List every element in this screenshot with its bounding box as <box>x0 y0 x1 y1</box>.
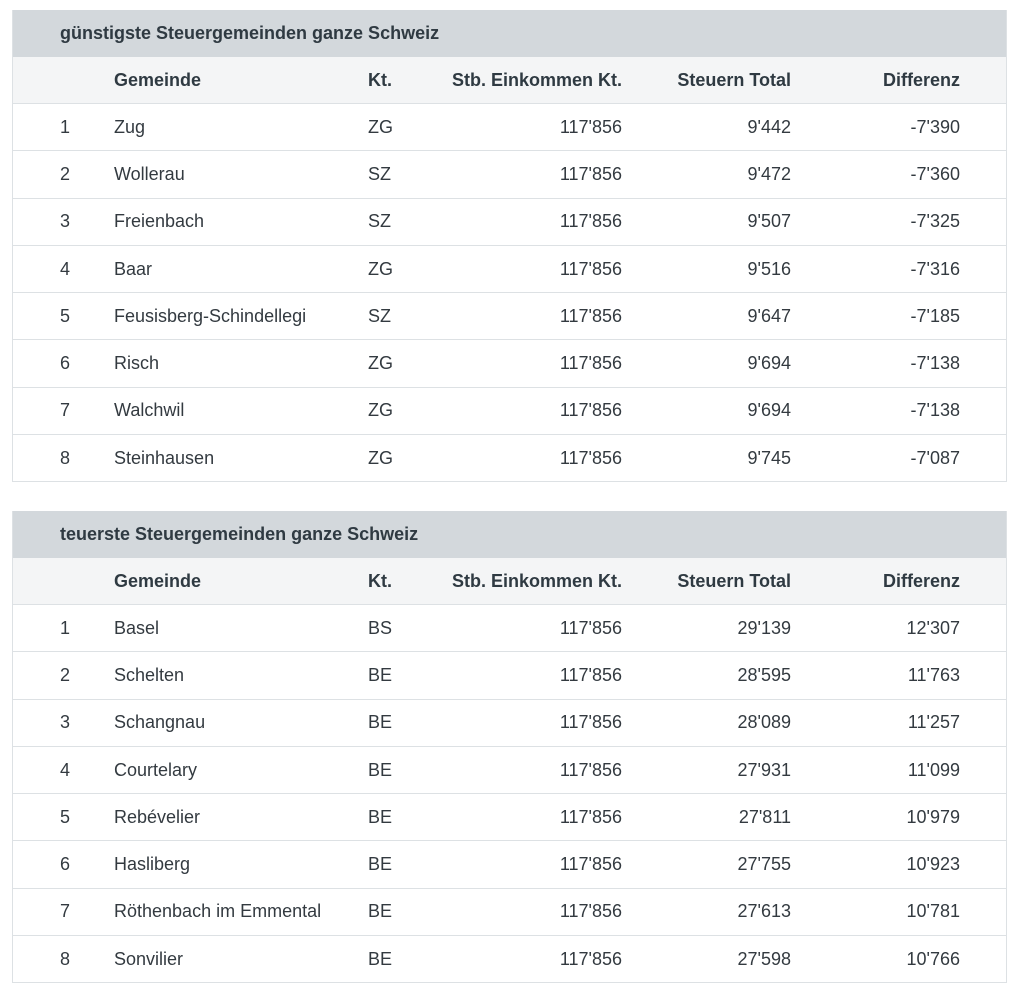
tax-total-cell: 9'745 <box>747 447 791 468</box>
table-row <box>13 150 1006 197</box>
difference-cell: -7'316 <box>910 258 960 279</box>
table-row <box>13 699 1006 746</box>
kanton-cell: ZG <box>368 353 393 374</box>
tax-total-cell: 9'442 <box>747 116 791 137</box>
income-cell: 117'856 <box>559 163 622 184</box>
column-header-kanton: Kt. <box>368 570 392 591</box>
most-expensive-municipalities-table <box>12 511 1007 983</box>
income-cell: 117'856 <box>559 305 622 326</box>
column-header-difference: Differenz <box>882 69 960 90</box>
gemeinde-cell: Rebévelier <box>114 806 201 827</box>
tax-total-cell: 27'811 <box>738 806 791 827</box>
income-cell: 117'856 <box>559 806 622 827</box>
tax-total-cell: 27'755 <box>737 854 791 875</box>
column-header-income: Stb. Einkommen Kt. <box>451 69 622 90</box>
difference-cell: 10'979 <box>906 806 960 827</box>
table-row <box>13 888 1006 935</box>
difference-cell: 11'763 <box>907 664 960 685</box>
table-row <box>13 793 1006 840</box>
kanton-cell: BE <box>368 854 393 875</box>
gemeinde-cell: Sonvilier <box>114 948 184 969</box>
income-cell: 117'856 <box>559 353 622 374</box>
kanton-cell: BE <box>368 664 393 685</box>
table-header-row <box>13 558 1006 604</box>
table-row <box>13 339 1006 386</box>
difference-cell: 11'257 <box>907 712 960 733</box>
column-header-tax-total: Steuern Total <box>677 570 791 591</box>
cheapest-municipalities-table <box>12 10 1007 482</box>
tax-total-cell: 9'516 <box>747 258 791 279</box>
rank-cell: 3 <box>60 211 71 232</box>
gemeinde-cell: Basel <box>114 617 160 638</box>
tax-total-cell: 9'472 <box>747 163 791 184</box>
table-row <box>13 604 1006 651</box>
kanton-cell: BE <box>368 806 393 827</box>
kanton-cell: SZ <box>368 211 392 232</box>
kanton-cell: BE <box>368 712 393 733</box>
rank-cell: 2 <box>60 163 71 184</box>
table-row <box>13 387 1006 434</box>
income-cell: 117'856 <box>559 258 622 279</box>
income-cell: 117'856 <box>559 400 622 421</box>
table-title: teuerste Steuergemeinden ganze Schweiz <box>13 511 1006 558</box>
table-header-row <box>13 57 1006 103</box>
gemeinde-cell: Schangnau <box>114 712 206 733</box>
tax-total-cell: 27'931 <box>737 759 791 780</box>
rank-cell: 7 <box>60 400 71 421</box>
rank-cell: 4 <box>60 759 71 780</box>
table-row <box>13 245 1006 292</box>
income-cell: 117'856 <box>559 617 622 638</box>
table-row <box>13 198 1006 245</box>
table-row <box>13 651 1006 698</box>
income-cell: 117'856 <box>559 116 622 137</box>
income-cell: 117'856 <box>559 901 622 922</box>
rank-cell: 5 <box>60 806 71 827</box>
table-row <box>13 434 1006 481</box>
income-cell: 117'856 <box>559 211 622 232</box>
table-row <box>13 840 1006 887</box>
gemeinde-cell: Feusisberg-Schindellegi <box>114 305 307 326</box>
gemeinde-cell: Baar <box>114 258 153 279</box>
column-header-tax-total: Steuern Total <box>677 69 791 90</box>
rank-cell: 3 <box>60 712 71 733</box>
kanton-cell: SZ <box>368 163 392 184</box>
column-header-kanton: Kt. <box>368 69 392 90</box>
rank-cell: 7 <box>60 901 71 922</box>
gemeinde-cell: Walchwil <box>114 400 185 421</box>
kanton-cell: BE <box>368 901 393 922</box>
rank-cell: 8 <box>60 447 71 468</box>
gemeinde-cell: Courtelary <box>114 759 198 780</box>
kanton-cell: BS <box>368 617 393 638</box>
table-row <box>13 103 1006 150</box>
rank-cell: 6 <box>60 854 71 875</box>
difference-cell: 10'923 <box>906 854 960 875</box>
gemeinde-cell: Steinhausen <box>114 447 215 468</box>
tax-total-cell: 9'694 <box>747 400 791 421</box>
tax-total-cell: 9'694 <box>747 353 791 374</box>
rank-cell: 8 <box>60 948 71 969</box>
column-header-gemeinde: Gemeinde <box>114 69 202 90</box>
gemeinde-cell: Röthenbach im Emmental <box>114 901 322 922</box>
tax-total-cell: 27'598 <box>737 948 791 969</box>
column-header-difference: Differenz <box>882 570 960 591</box>
income-cell: 117'856 <box>559 712 622 733</box>
difference-cell: -7'138 <box>910 353 960 374</box>
income-cell: 117'856 <box>559 664 622 685</box>
difference-cell: -7'087 <box>910 447 960 468</box>
table-title: günstigste Steuergemeinden ganze Schweiz <box>13 10 1006 57</box>
table-row <box>13 292 1006 339</box>
gemeinde-cell: Schelten <box>114 664 185 685</box>
difference-cell: -7'360 <box>910 163 960 184</box>
difference-cell: 10'766 <box>906 948 960 969</box>
rank-cell: 1 <box>60 116 71 137</box>
income-cell: 117'856 <box>559 854 622 875</box>
gemeinde-cell: Risch <box>114 353 160 374</box>
difference-cell: 10'781 <box>906 901 960 922</box>
table-row <box>13 935 1006 982</box>
tax-total-cell: 27'613 <box>737 901 791 922</box>
tax-total-cell: 29'139 <box>737 617 791 638</box>
kanton-cell: ZG <box>368 400 393 421</box>
column-header-income: Stb. Einkommen Kt. <box>451 570 622 591</box>
rank-cell: 5 <box>60 305 71 326</box>
tax-total-cell: 28'089 <box>737 712 791 733</box>
income-cell: 117'856 <box>559 948 622 969</box>
difference-cell: -7'138 <box>910 400 960 421</box>
gemeinde-cell: Hasliberg <box>114 854 191 875</box>
kanton-cell: ZG <box>368 447 393 468</box>
income-cell: 117'856 <box>559 759 622 780</box>
table-row <box>13 746 1006 793</box>
difference-cell: -7'390 <box>910 116 960 137</box>
rank-cell: 1 <box>60 617 71 638</box>
rank-cell: 4 <box>60 258 71 279</box>
kanton-cell: ZG <box>368 258 393 279</box>
kanton-cell: BE <box>368 948 393 969</box>
kanton-cell: BE <box>368 759 393 780</box>
rank-cell: 6 <box>60 353 71 374</box>
gemeinde-cell: Freienbach <box>114 211 205 232</box>
gemeinde-cell: Wollerau <box>114 163 185 184</box>
difference-cell: -7'185 <box>910 305 960 326</box>
tax-total-cell: 28'595 <box>737 664 791 685</box>
kanton-cell: SZ <box>368 305 392 326</box>
difference-cell: -7'325 <box>910 211 960 232</box>
rank-cell: 2 <box>60 664 71 685</box>
income-cell: 117'856 <box>559 447 622 468</box>
difference-cell: 11'099 <box>907 759 960 780</box>
tax-total-cell: 9'507 <box>747 211 791 232</box>
difference-cell: 12'307 <box>906 617 960 638</box>
gemeinde-cell: Zug <box>114 116 146 137</box>
kanton-cell: ZG <box>368 116 393 137</box>
column-header-gemeinde: Gemeinde <box>114 570 202 591</box>
tax-total-cell: 9'647 <box>747 305 791 326</box>
